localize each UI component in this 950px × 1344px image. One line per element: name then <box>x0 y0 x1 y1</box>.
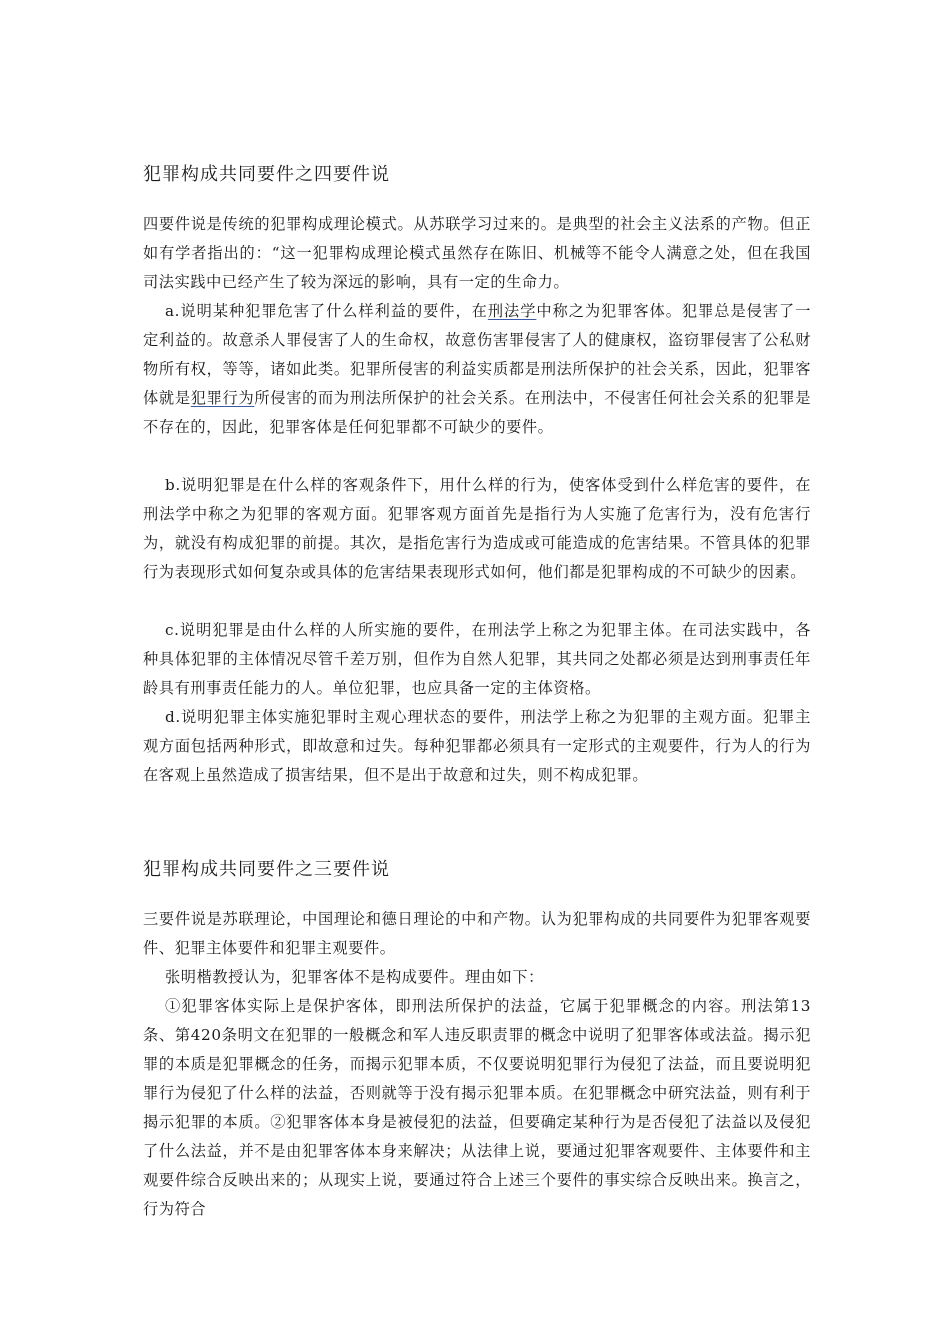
four-elements-item-c-paragraph: c.说明犯罪是由什么样的人所实施的要件，在刑法学上称之为犯罪主体。在司法实践中，各种具体犯罪的主体情况尽管千差万别，但作为自然人犯罪，其共同之处都必须是达到刑事责任年龄具有刑事责任能力的人。单位犯罪，也应具备一定的主体资格。 <box>143 621 811 697</box>
item-a-text-2: 中称之为犯罪客体。犯罪总是侵害了一定利益的。故意杀人罪侵害了人的生命权，故意伤害罪侵害了人的健康权，盗窃罪侵害了公私财物所有权，等等，诸如此类。犯罪所侵害的利益实质都是刑法所保护的社会关系，因此，犯罪客体就是 <box>143 302 811 407</box>
three-elements-professor-paragraph: 张明楷教授认为，犯罪客体不是构成要件。理由如下： <box>165 968 544 986</box>
three-elements-reasons-paragraph: ①犯罪客体实际上是保护客体，即刑法所保护的法益，它属于犯罪概念的内容。刑法第13条、第420条明文在犯罪的一般概念和军人违反职责罪的概念中说明了犯罪客体或法益。揭示犯罪的本质是犯罪概念的任务，而揭示犯罪本质，不仅要说明犯罪行为侵犯了法益，而且要说明犯罪行为侵犯了什么样的法益，否则就等于没有揭示犯罪本质。在犯罪概念中研究法益，则有利于揭示犯罪的本质。②犯罪客体本身是被侵犯的法益，但要确定某种行为是否侵犯了法益以及侵犯了什么法益，并不是由犯罪客体本身来解决；从法律上说，要通过犯罪客观要件、主体要件和主观要件综合反映出来的；从现实上说，要通过符合上述三个要件的事实综合反映出来。换言之，行为符合 <box>143 997 811 1218</box>
criminal-act-link[interactable]: 犯罪行为 <box>190 389 255 407</box>
four-elements-item-b-paragraph: b.说明犯罪是在什么样的客观条件下，用什么样的行为，使客体受到什么样危害的要件，在刑法学中称之为犯罪的客观方面。犯罪客观方面首先是指行为人实施了危害行为，没有危害行为，就没有构成犯罪的前提。其次，是指危害行为造成或可能造成的危害结果。不管具体的犯罪行为表现形式如何复杂或具体的危害结果表现形式如何，他们都是犯罪构成的不可缺少的因素。 <box>143 476 811 581</box>
criminal-law-link[interactable]: 刑法学 <box>487 302 537 320</box>
four-elements-item-d-paragraph: d.说明犯罪主体实施犯罪时主观心理状态的要件，刑法学上称之为犯罪的主观方面。犯罪主观方面包括两种形式，即故意和过失。每种犯罪都必须具有一定形式的主观要件，行为人的行为在客观上虽然造成了损害结果，但不是出于故意和过失，则不构成犯罪。 <box>143 708 811 784</box>
item-a-text-1: a.说明某种犯罪危害了什么样利益的要件，在 <box>165 302 488 320</box>
item-a-text-3: 所侵害的而为刑法所保护的社会关系。在刑法中，不侵害任何社会关系的犯罪是不存在的，因此，犯罪客体是任何犯罪都不可缺少的要件。 <box>143 389 812 436</box>
section-title-four-elements: 犯罪构成共同要件之四要件说 <box>143 164 390 185</box>
four-elements-item-a-paragraph <box>143 297 811 442</box>
section-title-three-elements: 犯罪构成共同要件之三要件说 <box>143 859 390 880</box>
three-elements-intro-paragraph: 三要件说是苏联理论，中国理论和德日理论的中和产物。认为犯罪构成的共同要件为犯罪客观要件、犯罪主体要件和犯罪主观要件。 <box>143 910 811 957</box>
four-elements-intro-paragraph: 四要件说是传统的犯罪构成理论模式。从苏联学习过来的。是典型的社会主义法系的产物。但正如有学者指出的：“这一犯罪构成理论模式虽然存在陈旧、机械等不能令人满意之处，但在我国司法实践中已经产生了较为深远的影响，具有一定的生命力。 <box>143 215 811 291</box>
